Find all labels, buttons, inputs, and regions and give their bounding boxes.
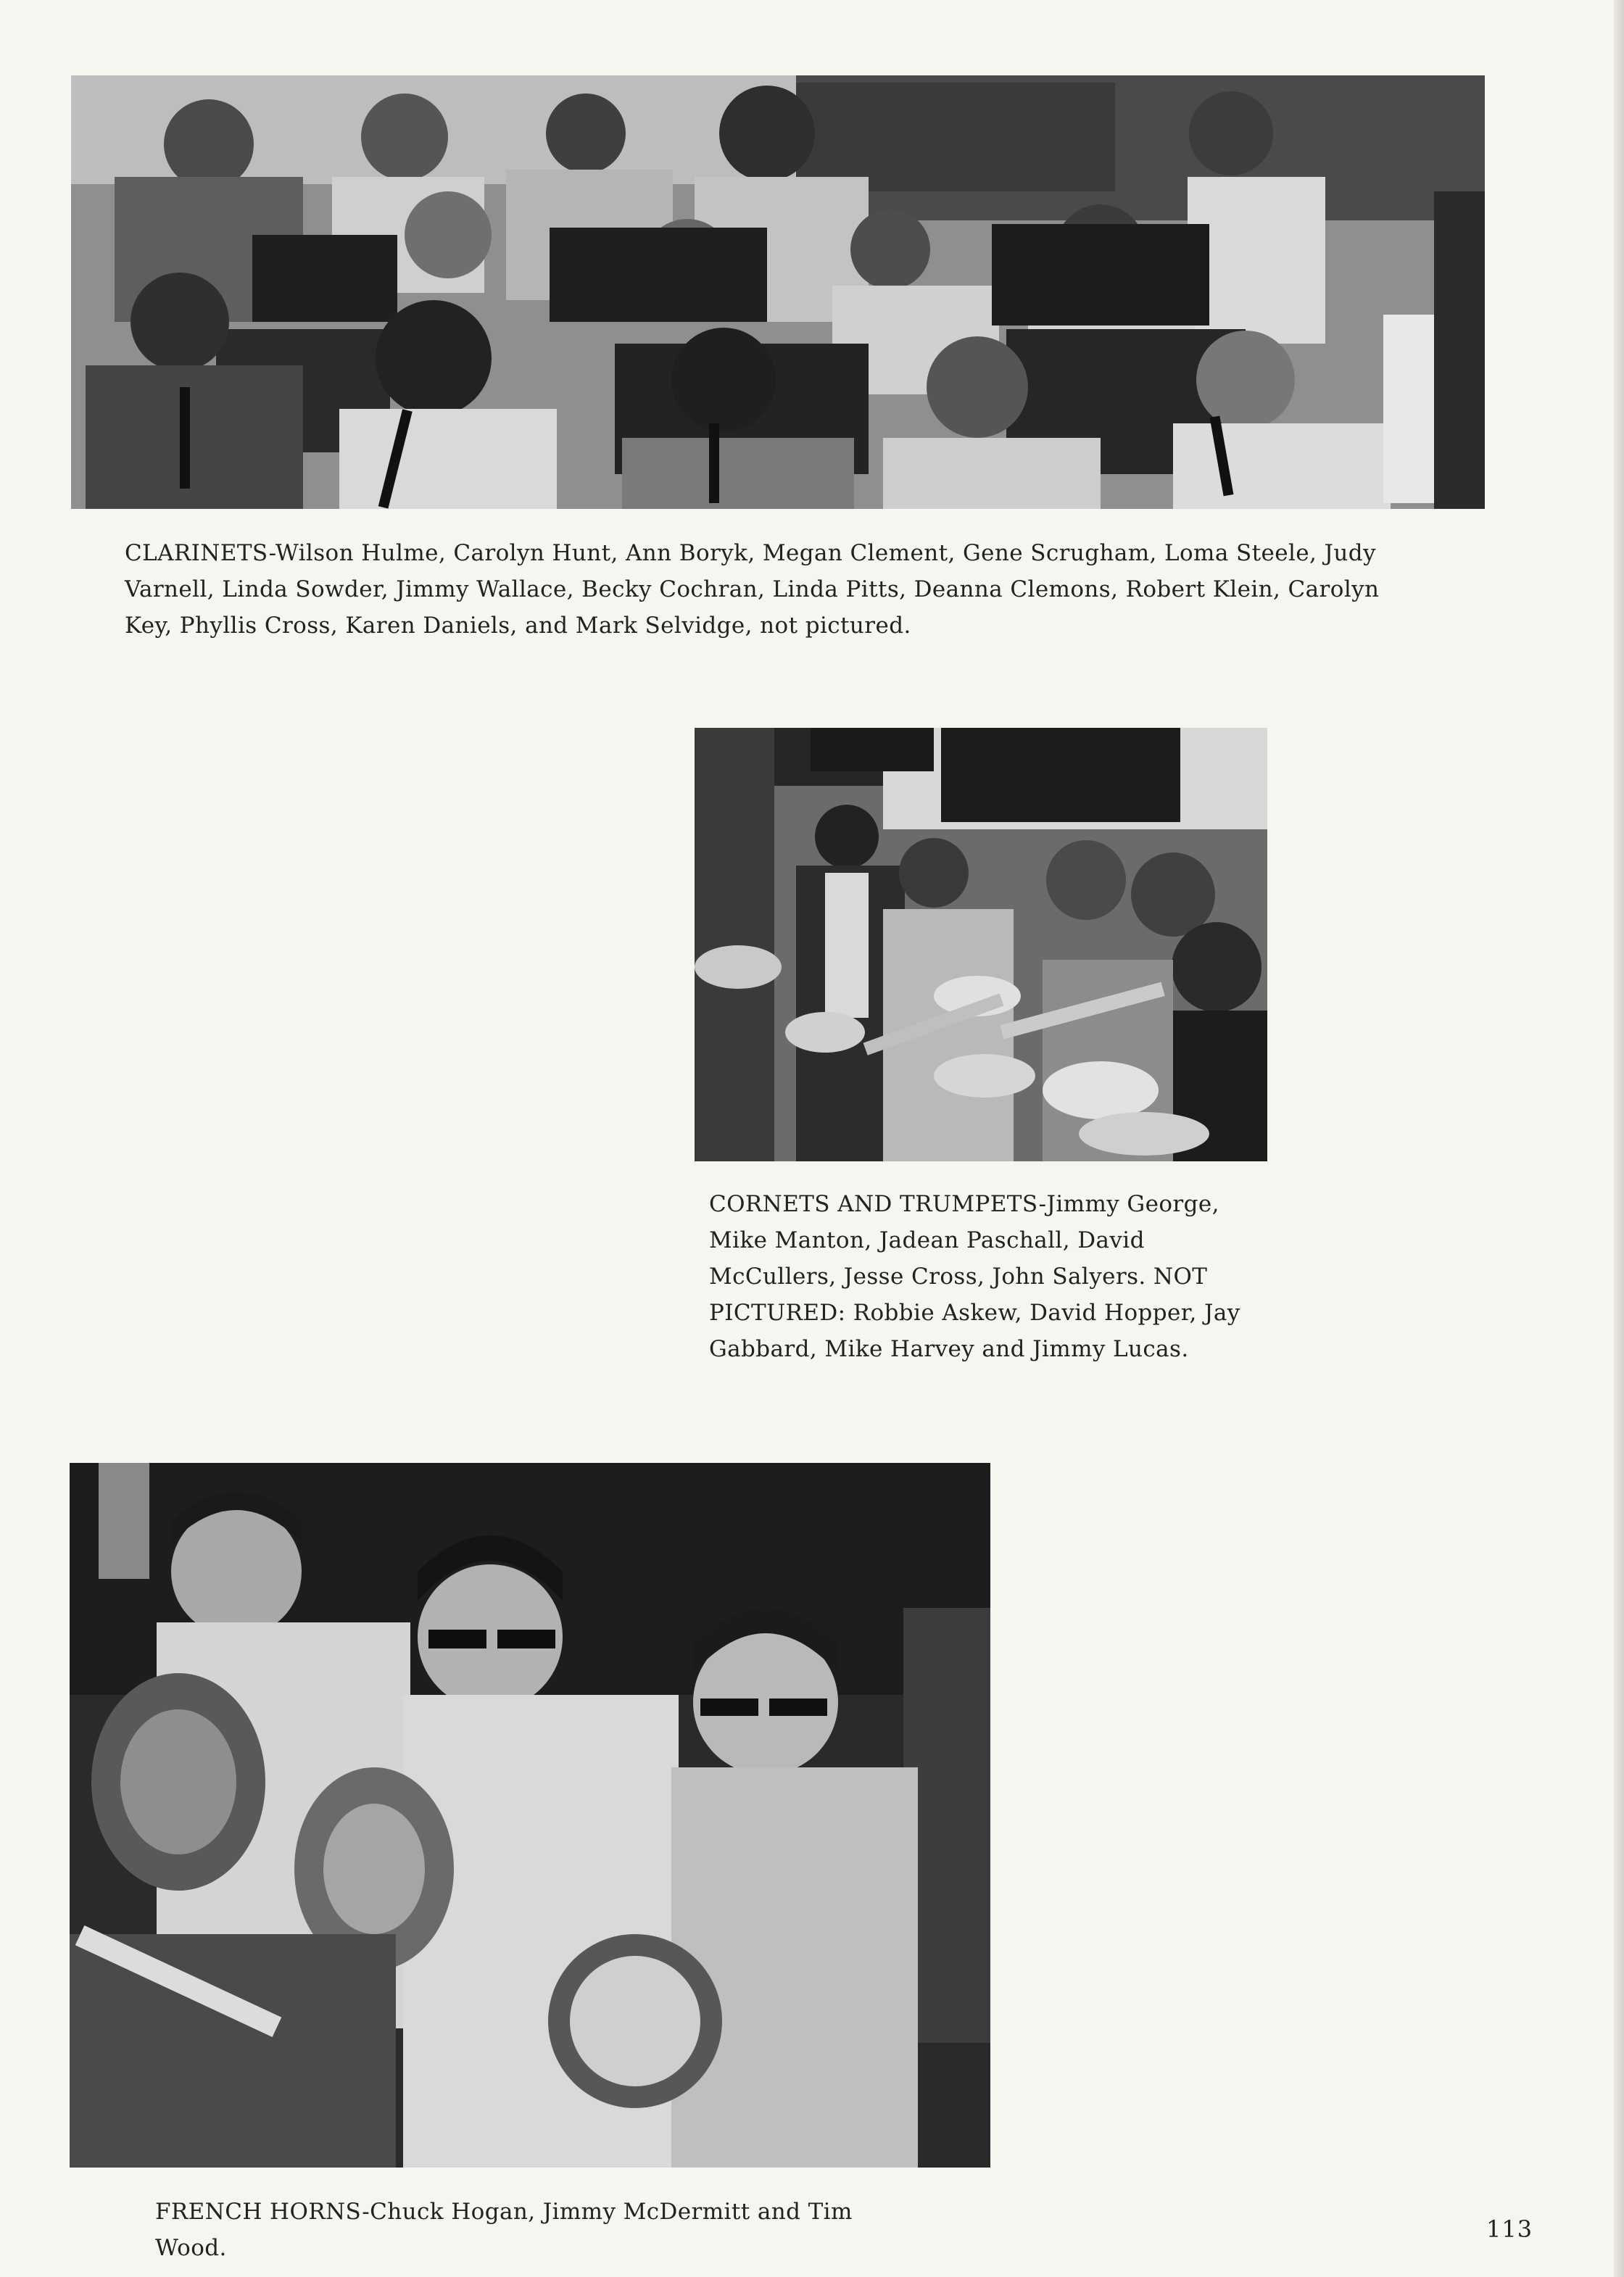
cornets-caption: CORNETS AND TRUMPETS-Jimmy George, Mike Manton, Jadean Paschall, David McCullers, Jesse Cross, John Salyers. NOT PICTURED: Robbie Askew, David Hopper, Jay Gabbard, Mike Harvey and Jimmy Lucas.: [709, 1191, 1240, 1362]
page-number: 113: [1486, 2215, 1533, 2243]
page-edge: [1614, 0, 1624, 2277]
clarinets-photo-image: [71, 75, 1485, 509]
cornets-photo-image: [695, 728, 1267, 1161]
french-horns-photo-image: [70, 1463, 990, 2168]
clarinets-photo: [71, 75, 1485, 509]
french-horns-caption: FRENCH HORNS-Chuck Hogan, Jimmy McDermitt and Tim Wood.: [155, 2199, 853, 2261]
french-horns-photo: [70, 1463, 990, 2168]
clarinets-caption: CLARINETS-Wilson Hulme, Carolyn Hunt, Ann Boryk, Megan Clement, Gene Scrugham, Loma Steele, Judy Varnell, Linda Sowder, Jimmy Wallace, Becky Cochran, Linda Pitts, Deanna Clemons, Robert Klein, Carolyn Key, Phyllis Cross, Karen Daniels, and Mark Selvidge, not pictured.: [125, 540, 1380, 639]
cornets-photo: [695, 728, 1267, 1161]
